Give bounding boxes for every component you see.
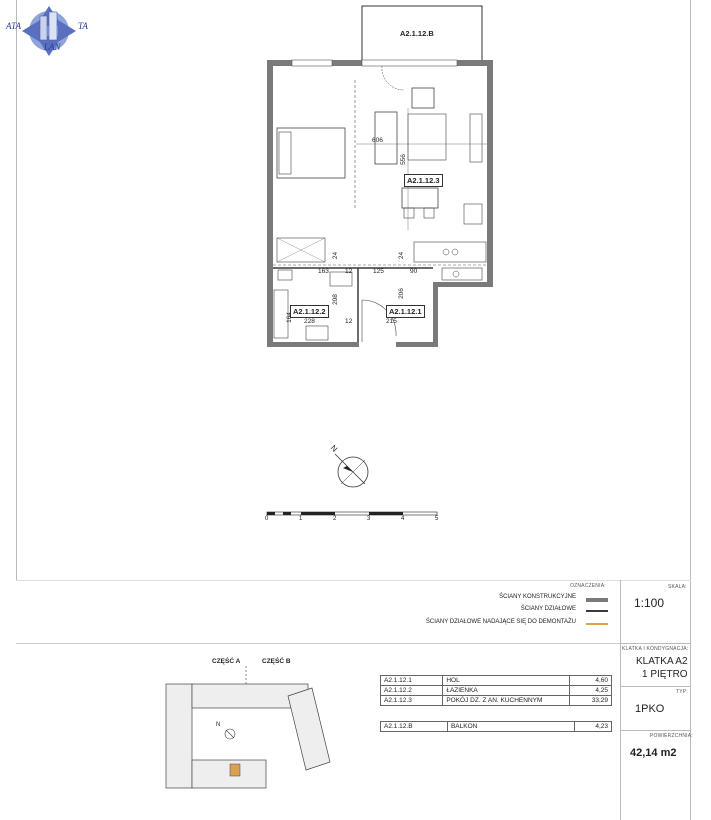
dim-215: 215 bbox=[386, 318, 397, 325]
dim-206: 206 bbox=[397, 288, 405, 299]
balcony-name: BALKON bbox=[447, 722, 574, 732]
dim-24b: 24 bbox=[398, 251, 406, 260]
table-row bbox=[381, 676, 612, 686]
room-label-bathroom: A2.1.12.2 bbox=[290, 305, 329, 318]
scale-value: 1:100 bbox=[634, 596, 665, 610]
room-code: A2.1.12.3 bbox=[381, 696, 443, 706]
dim-90: 90 bbox=[410, 268, 418, 275]
room-area: 33,29 bbox=[570, 696, 612, 706]
scale-tick-5: 5 bbox=[435, 516, 439, 522]
info-row-line-3 bbox=[620, 730, 691, 731]
legend-bottom-line bbox=[16, 643, 620, 644]
table-row bbox=[381, 686, 612, 696]
north-compass bbox=[325, 442, 375, 492]
dim-24a: 24 bbox=[332, 251, 340, 260]
room-code: A2.1.12.2 bbox=[381, 686, 443, 696]
dim-556: 556 bbox=[399, 154, 407, 165]
info-row-line-2 bbox=[620, 686, 691, 687]
legend-list bbox=[380, 594, 610, 634]
room-name: HOL bbox=[443, 676, 570, 686]
scale-tick-4: 4 bbox=[401, 516, 405, 522]
legend-item-label: ŚCIANY DZIAŁOWE bbox=[520, 606, 576, 612]
rooms-table bbox=[380, 675, 612, 706]
key-plan-part-a: CZĘŚĆ A bbox=[212, 658, 241, 665]
scale-tick-2: 2 bbox=[333, 516, 337, 522]
key-plan-north-label: N bbox=[216, 722, 221, 728]
key-plan bbox=[160, 656, 350, 796]
floor-plan-drawing bbox=[0, 0, 711, 360]
logo-text-right: TA bbox=[78, 21, 88, 31]
info-row-line-1 bbox=[620, 643, 691, 644]
scale-tick-0: 0 bbox=[265, 516, 269, 522]
balcony-table bbox=[380, 721, 612, 732]
room-label-living: A2.1.12.3 bbox=[404, 174, 443, 187]
compass-north-label: N bbox=[328, 443, 340, 454]
scale-header: SKALA: bbox=[668, 584, 687, 590]
legend-swatch-removable bbox=[586, 623, 608, 625]
table-row bbox=[381, 696, 612, 706]
floor-line1: KLATKA A2 bbox=[636, 656, 688, 667]
room-code: A2.1.12.1 bbox=[381, 676, 443, 686]
key-plan-part-b: CZĘŚĆ B bbox=[262, 658, 291, 665]
dim-606: 606 bbox=[372, 137, 383, 144]
key-plan-drawing bbox=[160, 666, 350, 796]
scale-bar-graphic bbox=[262, 509, 447, 519]
area-header: POWIERZCHNIA: bbox=[650, 733, 693, 739]
room-name: POKÓJ DZ. Z AN. KUCHENNYM bbox=[443, 696, 570, 706]
room-name: ŁAZIENKA bbox=[443, 686, 570, 696]
dim-125: 125 bbox=[373, 268, 384, 275]
balcony-area: 4,23 bbox=[574, 722, 611, 732]
floor-line2: 1 PIĘTRO bbox=[642, 669, 688, 680]
legend-swatch-structural bbox=[586, 598, 608, 602]
logo-text-left: ATA bbox=[6, 21, 21, 31]
legend-header: OZNACZENIA: bbox=[570, 583, 606, 589]
balcony-label: A2.1.12.B bbox=[400, 29, 434, 38]
dim-12a: 12 bbox=[345, 268, 353, 275]
scale-tick-1: 1 bbox=[299, 516, 303, 522]
scale-tick-3: 3 bbox=[367, 516, 371, 522]
logo-text-bottom: LAN bbox=[44, 42, 61, 52]
type-header: TYP: bbox=[676, 689, 688, 695]
legend-item-label: ŚCIANY KONSTRUKCYJNE bbox=[499, 594, 576, 600]
dim-163: 163 bbox=[318, 268, 329, 275]
balcony-code: A2.1.12.B bbox=[381, 722, 448, 732]
dim-164: 164 bbox=[285, 312, 293, 323]
info-col-left-border bbox=[620, 580, 621, 820]
room-area: 4,25 bbox=[570, 686, 612, 696]
legend-swatch-partition bbox=[586, 610, 608, 612]
table-row bbox=[381, 722, 612, 732]
dim-208: 208 bbox=[331, 294, 339, 305]
room-area: 4,60 bbox=[570, 676, 612, 686]
legend-item-removable bbox=[426, 619, 610, 625]
dim-228: 228 bbox=[304, 318, 315, 325]
frame-bottom-separator bbox=[16, 580, 691, 581]
dim-12b: 12 bbox=[345, 318, 353, 325]
legend-item-label: ŚCIANY DZIAŁOWE NADAJĄCE SIĘ DO DEMONTAŻU bbox=[425, 619, 576, 625]
floor-header: KLATKA I KONDYGNACJA: bbox=[622, 646, 689, 652]
area-value: 42,14 m2 bbox=[630, 747, 677, 759]
scale-bar bbox=[262, 506, 447, 526]
room-label-hall: A2.1.12.1 bbox=[386, 305, 425, 318]
type-value: 1PKO bbox=[635, 703, 665, 715]
